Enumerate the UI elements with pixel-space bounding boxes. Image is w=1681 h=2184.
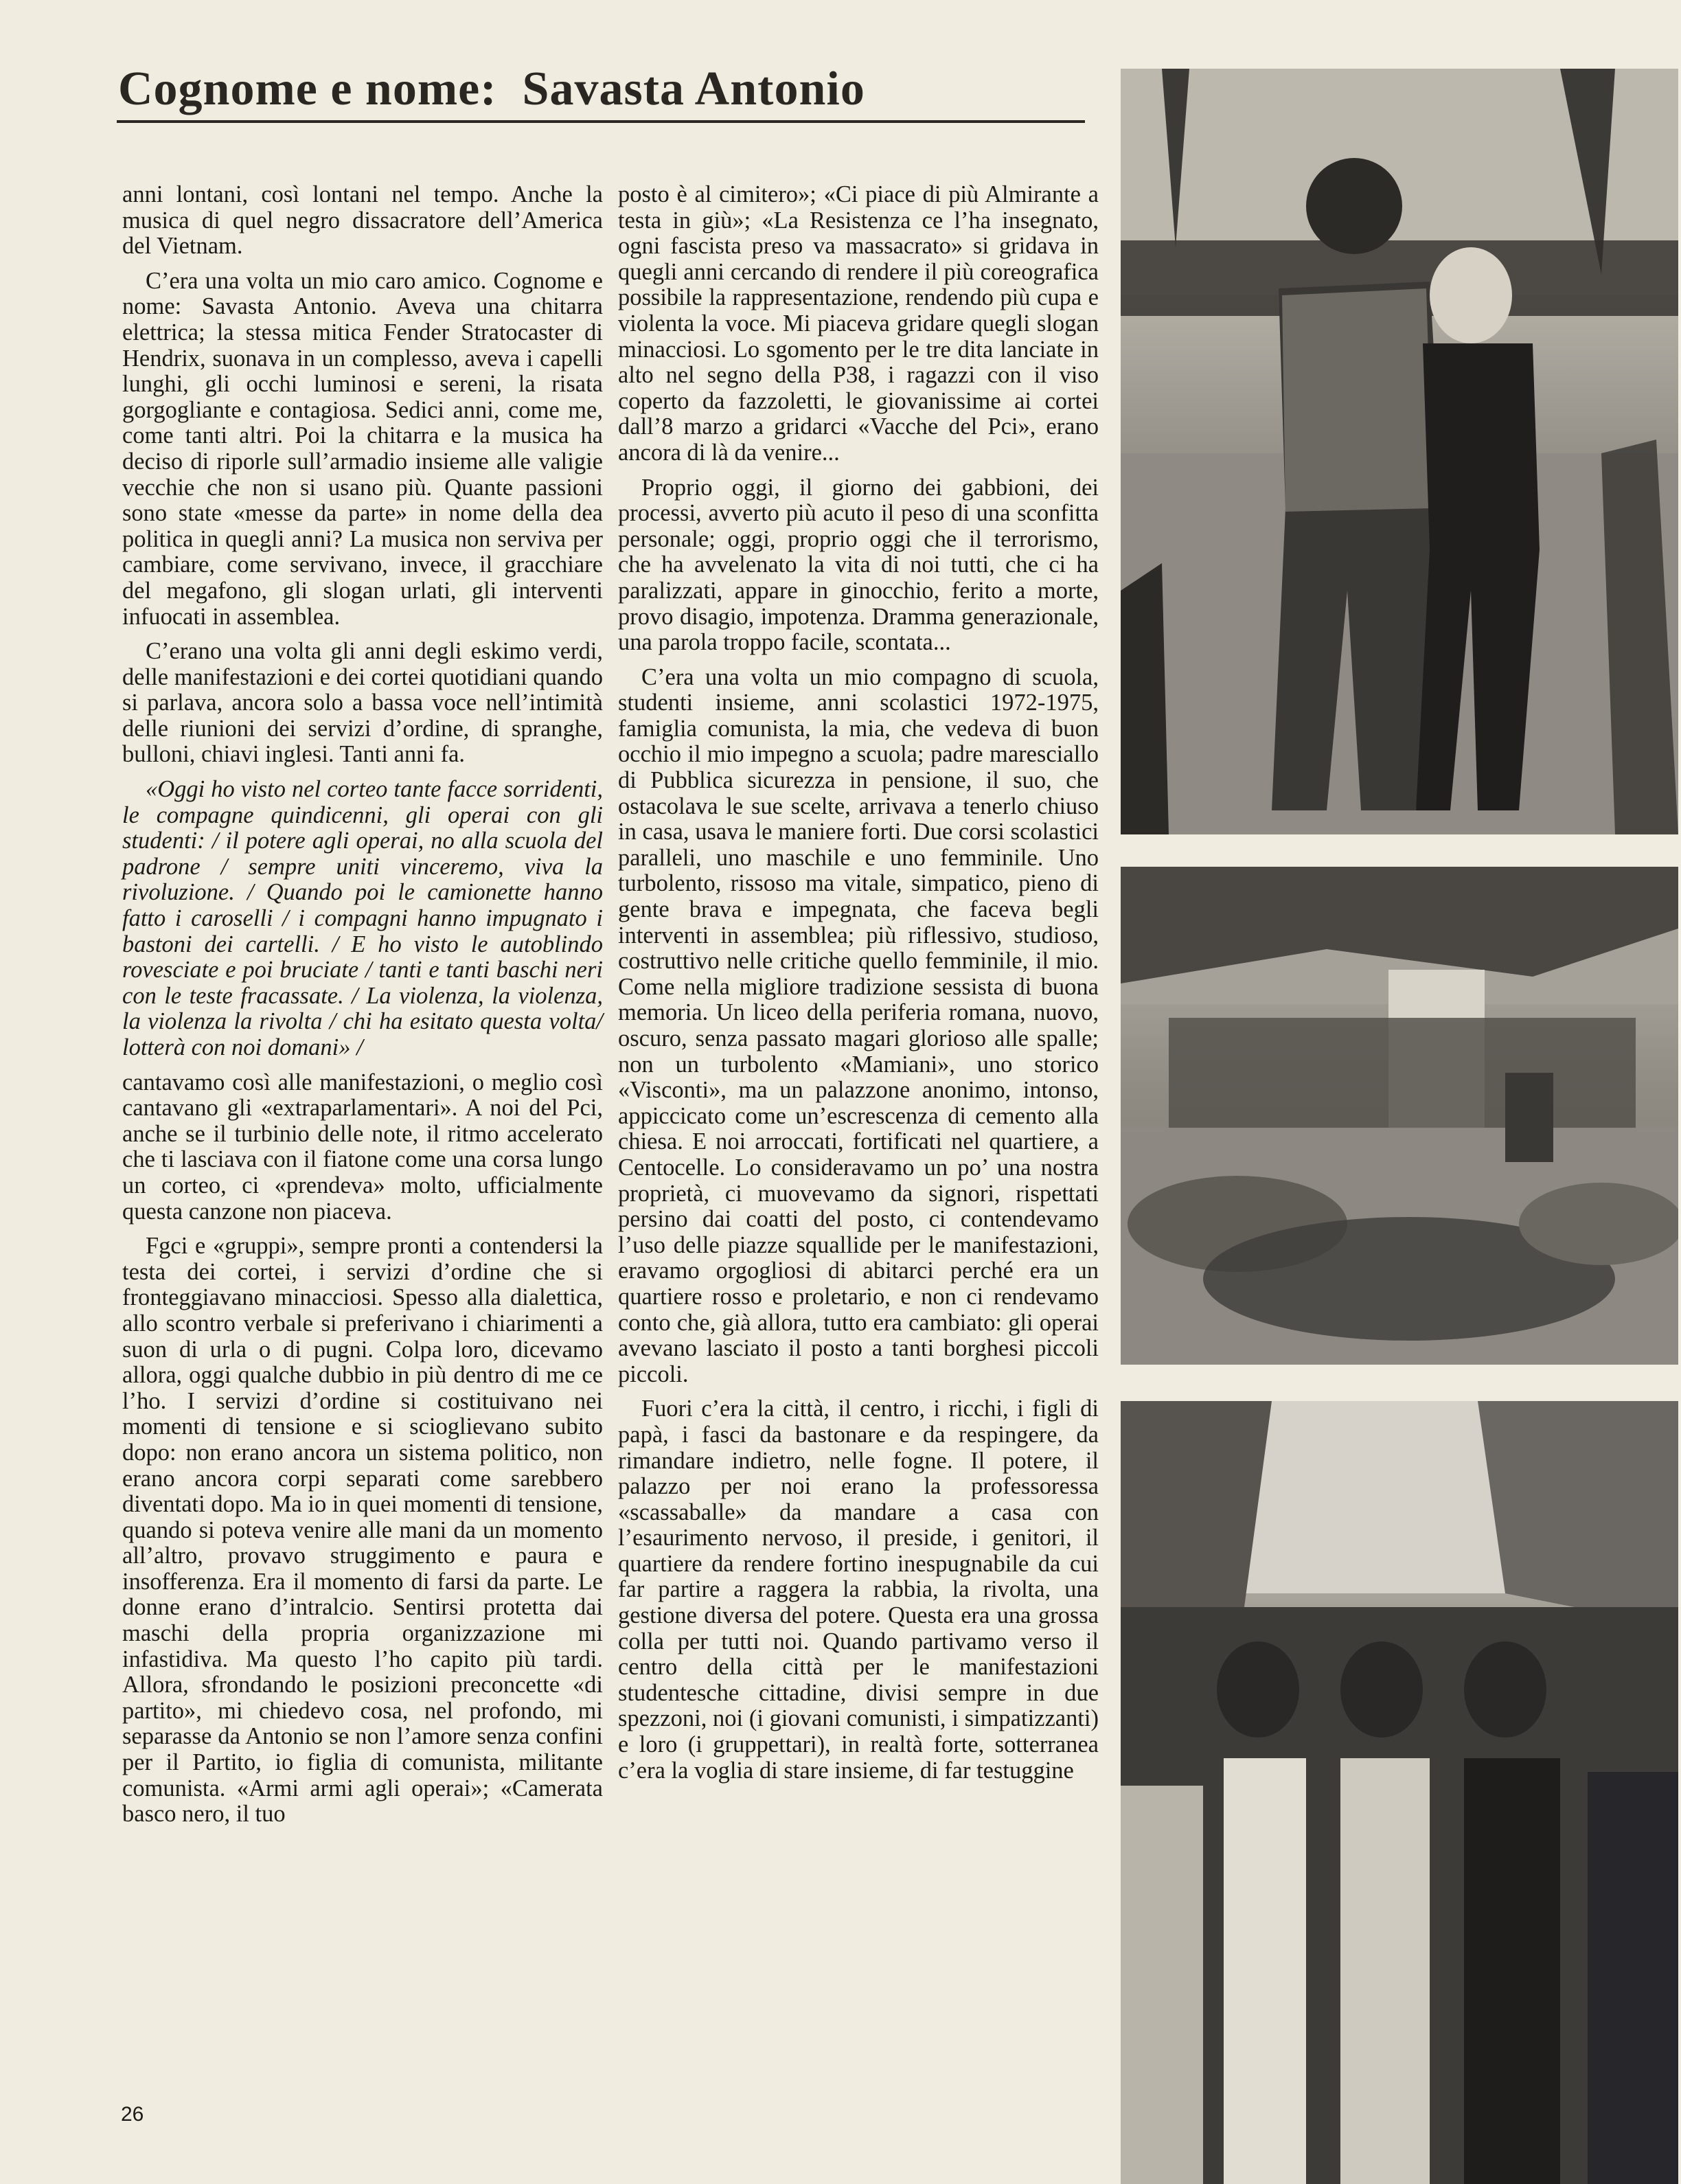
page-number: 26: [121, 2103, 144, 2126]
photo-masked-youths: [1121, 1401, 1678, 2184]
paragraph: C’era una volta un mio compagno di scuola, studenti insieme, anni scolastici 1972-1975, famiglia comunista, la mia, che vedeva di buon occhio il mio impegno a scuola; padre maresciallo di Pubblica sicurezza in pensione, il suo, che ostacolava le sue scelte, arrivava a tenerlo chiuso in casa, usava le maniere forti. Due corsi scolastici paralleli, uno maschile e uno femminile. Uno turbolento, rissoso ma vitale, simpatico, pieno di gente brava e impegnata, che faceva begli interventi in assemblea; più riflessivo, studioso, costruttivo nelle critiche quello femminile, il mio. Come nella migliore tradizione sessista di buona memoria. Un liceo della periferia romana, nuovo, oscuro, senza passato magari glorioso alle spalle; non un turbolento «Mamiani», uno storico «Visconti», ma un palazzone anonimo, intonso, appiccicato come un’escrescenza di cemento alla chiesa. E noi arroccati, fortificati nel quartiere, a Centocelle. Lo consideravamo un po’ una nostra proprietà, ci muovevamo da signori, rispettati persino dai coatti del posto, ci contendevamo l’uso delle piazze squallide per le manifestazioni, eravamo orgogliosi di abitarci perché era un quartiere rosso e proletario, e non ci rendevamo conto che, già allora, tutto era cambiato: gli operai avevano lasciato il posto a tanti borghesi piccoli piccoli.: [618, 663, 1099, 1387]
song-lyric: «Oggi ho visto nel corteo tante facce sorridenti, le compagne quindicenni, gli operai con gli studenti: / il potere agli operai, no alla scuola del padrone / sempre uniti vinceremo, viva la rivoluzione. / Quando poi le camionette hanno fatto i caroselli / i compagni hanno impugnato i bastoni dei cartelli. / E ho visto le autoblindo rovesciate e poi bruciate / tanti e tanti baschi neri con le teste fracassate. / La violenza, la violenza, la violenza la rivolta / chi ha esitato questa volta/ lotterà con noi domani» /: [122, 776, 603, 1060]
page-title: Cognome e nome: Savasta Antonio: [118, 62, 865, 115]
paragraph: anni lontani, così lontani nel tempo. Anche la musica di quel negro dissacratore dell’America del Vietnam.: [122, 181, 603, 260]
photo-couple-at-demonstration: [1121, 69, 1678, 834]
article-column-2: [618, 182, 1099, 1784]
title-rule: [117, 120, 1085, 123]
paragraph: Fgci e «gruppi», sempre pronti a contendersi la testa dei cortei, i servizi d’ordine che si fronteggiavano minacciosi. Spesso alla dialettica, allo scontro verbale si preferivano i chiarimenti a suon di urla o di pugni. Colpa loro, dicevamo allora, oggi qualche dubbio in più dentro di me ce l’ho. I servizi d’ordine si costituivano nei momenti di tensione e si scioglievano subito dopo: non erano ancora un sistema politico, non erano ancora corpi separati come sarebbero diventati dopo. Ma io in quei momenti di tensione, quando si poteva venire alle mani da un momento all’altro, provavo struggimento e paura e insofferenza. Era il momento di farsi da parte. Le donne erano d’intralcio. Sentirsi protetta dai maschi della propria organizzazione mi infastidiva. Ma questo l’ho capito più tardi. Allora, sfrondando le posizioni preconcette «di partito», mi chiedevo cosa, nel profondo, mi separasse da Antonio se non l’amore senza confini per il Partito, io figlia di comunista, militante comunista. «Armi armi agli operai»; «Camerata basco nero, il tuo: [122, 1233, 603, 1828]
paragraph: C’erano una volta gli anni degli eskimo verdi, delle manifestazioni e dei cortei quotidiani quando si parlava, ancora solo a bassa voce nell’intimità delle riunioni dei servizi d’ordine, di spranghe, bulloni, chiavi inglesi. Tanti anni fa.: [122, 638, 603, 768]
paragraph: cantavamo così alle manifestazioni, o meglio così cantavano gli «extraparlamentari». A noi del Pci, anche se il turbinio delle note, il ritmo accelerato che ti lasciava con il fiatone come una corsa lungo un corteo, ci «prendeva» molto, ufficialmente questa canzone non piaceva.: [122, 1069, 603, 1225]
paragraph: Proprio oggi, il giorno dei gabbioni, dei processi, avverto più acuto il peso di una sconfitta personale; oggi, proprio oggi che il terrorismo, che ha avvelenato la vita di noi tutti, che ci ha paralizzati, appare in ginocchio, ferito a morte, provo disagio, impotenza. Dramma generazionale, una parola troppo facile, scontata...: [618, 474, 1099, 656]
paragraph: C’era una volta un mio caro amico. Cognome e nome: Savasta Antonio. Aveva una chitarra elettrica; la stessa mitica Fender Stratocaster di Hendrix, suonava in un complesso, aveva i capelli lunghi, gli occhi luminosi e sereni, la risata gorgogliante e contagiosa. Sedici anni, come me, come tanti altri. Poi la chitarra e la musica ha deciso di riporle sull’armadio insieme alle valigie vecchie che non si usano più. Quante passioni sono state «messe da parte» in nome della dea politica in quegli anni? La musica non serviva per cambiare, come servivano, invece, il gracchiare del megafono, gli slogan urlati, gli interventi infuocati in assemblea.: [122, 267, 603, 630]
article-column-1: [122, 182, 603, 1828]
paragraph: Fuori c’era la città, il centro, i ricchi, i figli di papà, i fasci da bastonare e da respingere, da rimandare indietro, nelle fogne. Il potere, il palazzo per noi erano la professoressa «scassaballe» da mandare a casa con l’esaurimento nervoso, il preside, i genitori, il quartiere da rendere fortino inespugnabile da cui far partire a raggera la rabbia, la rivolta, una gestione diversa del potere. Questa era una grossa colla per tutti noi. Quando partivamo verso il centro della città per le manifestazioni studentesche cittadine, divisi sempre in due spezzoni, noi (i giovani comunisti, i simpatizzanti) e loro (i gruppettari), in realtà forte, sotterranea c’era la voglia di stare insieme, di far testuggine: [618, 1396, 1099, 1784]
photo-square-with-flowers: [1121, 867, 1678, 1365]
paragraph: posto è al cimitero»; «Ci piace di più Almirante a testa in giù»; «La Resistenza ce l’ha insegnato, ogni fascista preso va massacrato» si gridava in quegli anni cercando di rendere il più coreografica possibile la rappresentazione, rendendo più cupa e violenta la voce. Mi piaceva gridare quegli slogan minacciosi. Lo sgomento per le tre dita lanciate in alto nel segno della P38, i ragazzi con il viso coperto da fazzoletti, le giovanissime ai cortei dall’8 marzo a gridarci «Vacche del Pci», erano ancora di là da venire...: [618, 181, 1099, 466]
